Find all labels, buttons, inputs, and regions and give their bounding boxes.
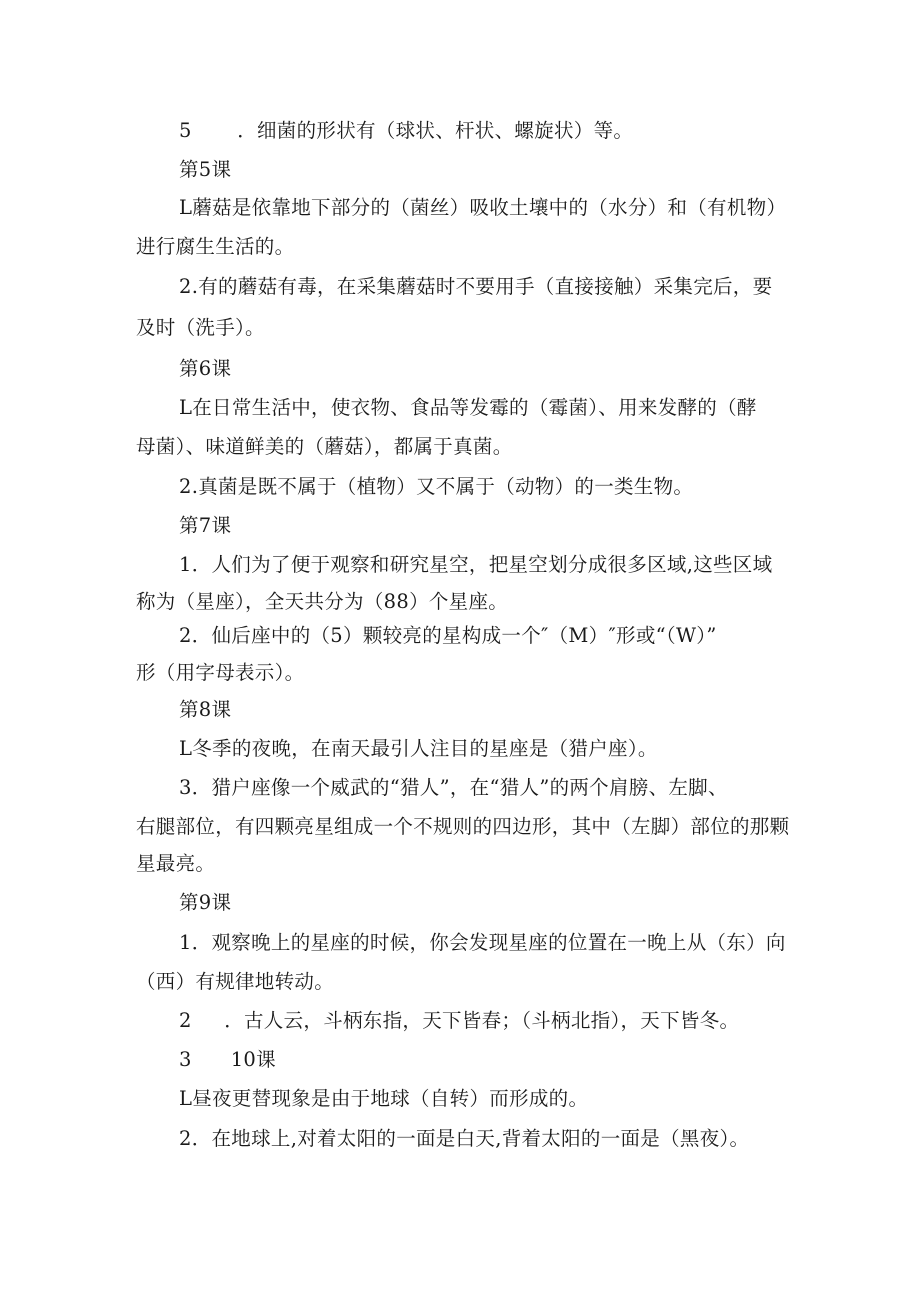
lesson10-item2: 2．在地球上,对着太阳的一面是白天,背着太阳的一面是（黑夜）。 [179,1127,750,1150]
lesson9-heading: 第9课 [179,891,232,914]
lesson8-item1: L冬季的夜晚，在南天最引人注目的星座是（猎户座）。 [179,737,658,760]
lesson5-heading: 第5课 [179,158,232,181]
lesson6-item1-line2: 母菌）、味道鲜美的（蘑菇），都属于真菌。 [136,435,513,458]
lesson5-item2-line2: 及时（洗手）。 [136,316,265,339]
lesson6-heading: 第6课 [179,357,232,380]
lesson7-item1-line1: 1．人们为了便于观察和研究星空，把星空划分成很多区域,这些区域 [179,553,773,576]
lesson7-heading: 第7课 [179,514,232,537]
lesson9-item2: 2 ．古人云，斗柄东指，天下皆春；（斗柄北指），天下皆冬。 [179,1009,740,1032]
lesson8-item3-line2: 右腿部位，有四颗亮星组成一个不规则的四边形，其中（左脚）部位的那颗 [136,815,790,838]
lesson7-item2-line1: 2．仙后座中的（5）颗较亮的星构成一个″（M）″形或“（W）” [179,624,717,647]
lesson10-heading: 3 10课 [179,1048,276,1071]
lesson7-item1-line2: 称为（星座），全天共分为（88）个星座。 [136,590,509,613]
lesson8-item3-line1: 3．猎户座像一个威武的“猎人”，在“猎人”的两个肩膀、左脚、 [179,776,728,799]
lesson6-item2: 2.真菌是既不属于（植物）又不属于（动物）的一类生物。 [179,475,694,498]
lesson6-item1-line1: L在日常生活中，使衣物、食品等发霉的（霉菌）、用来发酵的（酵 [179,396,757,419]
lesson4-item5: 5 ．细菌的形状有（球状、杆状、螺旋状）等。 [179,119,634,142]
lesson5-item1-line2: 进行腐生生活的。 [136,235,295,258]
lesson8-item3-line3: 星最亮。 [136,852,216,875]
lesson5-item2-line1: 2.有的蘑菇有毒，在采集蘑菇时不要用手（直接接触）采集完后，要 [179,275,773,298]
lesson8-heading: 第8课 [179,698,232,721]
lesson9-item1-line2: （西）有规律地转动。 [136,970,335,993]
lesson7-item2-line2: 形（用字母表示）。 [136,661,305,684]
lesson9-item1-line1: 1．观察晚上的星座的时候，你会发现星座的位置在一晚上从（东）向 [179,931,786,954]
lesson5-item1-line1: L蘑菇是依靠地下部分的（菌丝）吸收土壤中的（水分）和（有机物） [179,196,787,219]
lesson10-item1: L昼夜更替现象是由于地球（自转）而形成的。 [179,1087,589,1110]
